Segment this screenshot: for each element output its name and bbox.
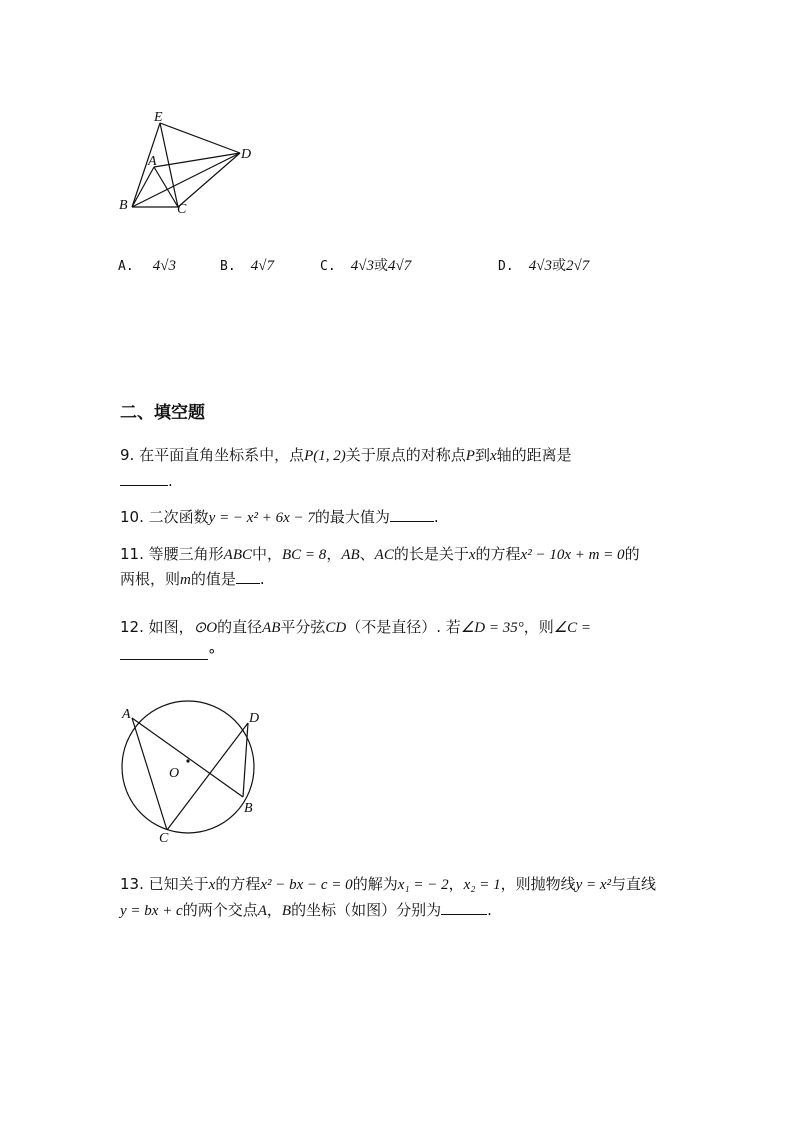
q11-math-7: m (180, 572, 191, 588)
q11-math-5: x (468, 547, 476, 563)
q11-number: 11. (120, 545, 144, 563)
label-A: A (148, 154, 157, 169)
q12-math-1: ⊙O (193, 620, 218, 636)
circle-o (122, 701, 254, 833)
q12-end: ° (208, 646, 216, 664)
q12-text-3: 平分弦 (280, 618, 326, 636)
label-E: E (154, 110, 163, 125)
question-12-answer-line (120, 645, 216, 665)
q12-math-3: CD (325, 620, 347, 636)
q11-text-7: 的 (624, 545, 640, 563)
option-a (118, 255, 176, 275)
option-d-key: D. (498, 259, 514, 274)
option-c-expr-2: 4√7 (387, 258, 412, 274)
label-O: O (169, 766, 180, 781)
question-12 (120, 617, 591, 638)
option-c-key: C. (320, 259, 336, 274)
q11-text-6: 的方程 (475, 545, 521, 563)
option-b (220, 255, 274, 275)
center-point (186, 759, 189, 762)
q11-text-5: 的长是关于 (393, 545, 469, 563)
question-11-line-2 (120, 569, 265, 590)
q9-math-3: x (489, 448, 497, 464)
option-a-expr: 4√3 (152, 258, 176, 274)
question-10 (120, 507, 439, 528)
q13-math-5: y = x² (575, 877, 612, 893)
label-B: B (244, 801, 253, 816)
q13-text-2: 的方程 (215, 875, 261, 893)
question-13-line-2 (120, 900, 492, 921)
q11-math-3: AB (341, 547, 360, 563)
q10-math-1: y = − x² + 6x − 7 (208, 510, 315, 526)
q9-text-2: 关于原点的对称点 (345, 446, 466, 464)
question-9 (120, 445, 572, 466)
q12-math-4: ∠D = 35° (460, 620, 524, 636)
q9-end: . (168, 472, 173, 490)
geometry-figure-2 (110, 700, 270, 845)
q13-text-6: 与直线 (611, 875, 657, 893)
q11-text-4: 、 (359, 545, 375, 563)
q9-text-1: 在平面直角坐标系中，点 (139, 446, 305, 464)
label-A: A (122, 707, 131, 722)
q13-math-1: x (208, 877, 216, 893)
label-B: B (119, 198, 128, 213)
q9-text-4: 轴的距离是 (496, 446, 572, 464)
q11-math-4: AC (374, 547, 394, 563)
option-d (498, 255, 589, 275)
q13-number: 13. (120, 875, 144, 893)
q13-text-9: 的坐标（如图）分别为 (291, 901, 442, 919)
q12-math-5: ∠C = (553, 620, 592, 636)
q13-text-1: 已知关于 (148, 875, 209, 893)
section-title: 二、填空题 (120, 403, 205, 423)
q10-end: . (433, 508, 439, 526)
option-d-or: 或 (551, 258, 566, 274)
option-b-expr: 4√7 (250, 258, 274, 274)
q12-number: 12. (120, 618, 144, 636)
option-d-expr-2: 2√7 (565, 258, 590, 274)
q9-number: 9. (120, 446, 135, 464)
label-D: D (241, 147, 252, 162)
geometry-figure-1 (110, 105, 270, 220)
label-C: C (177, 202, 187, 217)
q13-math-2: x² − bx − c = 0 (260, 877, 353, 893)
q10-text-1: 二次函数 (148, 508, 209, 526)
q9-math-2: P (465, 448, 475, 464)
q13-math-8: B (281, 903, 292, 919)
q11-math-1: ABC (223, 547, 252, 563)
q10-text-2: 的最大值为 (314, 508, 390, 526)
q13-text-4: ， (448, 875, 464, 893)
q11-text-8: 两根，则 (120, 570, 181, 588)
q13-text-3: 的解为 (352, 875, 398, 893)
q13-text-5: ，则抛物线 (500, 875, 576, 893)
q11-text-3: ， (326, 545, 342, 563)
q13-end: . (487, 901, 492, 919)
q12-text-5: ，则 (523, 618, 554, 636)
q13-text-7: 的两个交点 (182, 901, 258, 919)
label-C: C (159, 831, 169, 845)
q13-math-3: x₁ = − 2 (397, 877, 449, 893)
label-D: D (249, 711, 260, 726)
q10-number: 10. (120, 508, 144, 526)
q12-text-2: 的直径 (217, 618, 263, 636)
q13-math-6: y = bx + c (120, 903, 183, 919)
q9-blank[interactable] (120, 471, 168, 486)
option-d-expr-1: 4√3 (528, 258, 552, 274)
option-b-key: B. (220, 259, 236, 274)
question-9-answer-line (120, 471, 173, 491)
option-c-expr-1: 4√3 (350, 258, 374, 274)
option-a-key: A. (118, 259, 134, 274)
q9-text-3: 到 (474, 446, 490, 464)
q11-math-2: BC = 8 (282, 547, 327, 563)
q13-blank[interactable] (441, 900, 487, 915)
q13-math-7: A (257, 903, 267, 919)
q11-text-9: 的值是 (190, 570, 236, 588)
option-c-or: 或 (373, 258, 388, 274)
q11-text-2: 中， (252, 545, 283, 563)
q11-math-6: x² − 10x + m = 0 (520, 547, 625, 563)
q9-math-1: P(1, 2) (304, 448, 346, 464)
question-13 (120, 874, 656, 895)
q11-end: . (259, 570, 265, 588)
option-c (320, 255, 411, 275)
q11-blank[interactable] (236, 569, 260, 584)
question-11 (120, 544, 640, 565)
q10-blank[interactable] (390, 507, 434, 522)
q12-math-2: AB (262, 620, 281, 636)
q12-blank[interactable] (120, 645, 208, 660)
q12-text-4: （不是直径）. 若 (346, 618, 461, 636)
q13-math-4: x₂ = 1 (463, 877, 501, 893)
q12-text-1: 如图， (148, 618, 194, 636)
q13-text-8: ， (266, 901, 282, 919)
q11-text-1: 等腰三角形 (148, 545, 224, 563)
